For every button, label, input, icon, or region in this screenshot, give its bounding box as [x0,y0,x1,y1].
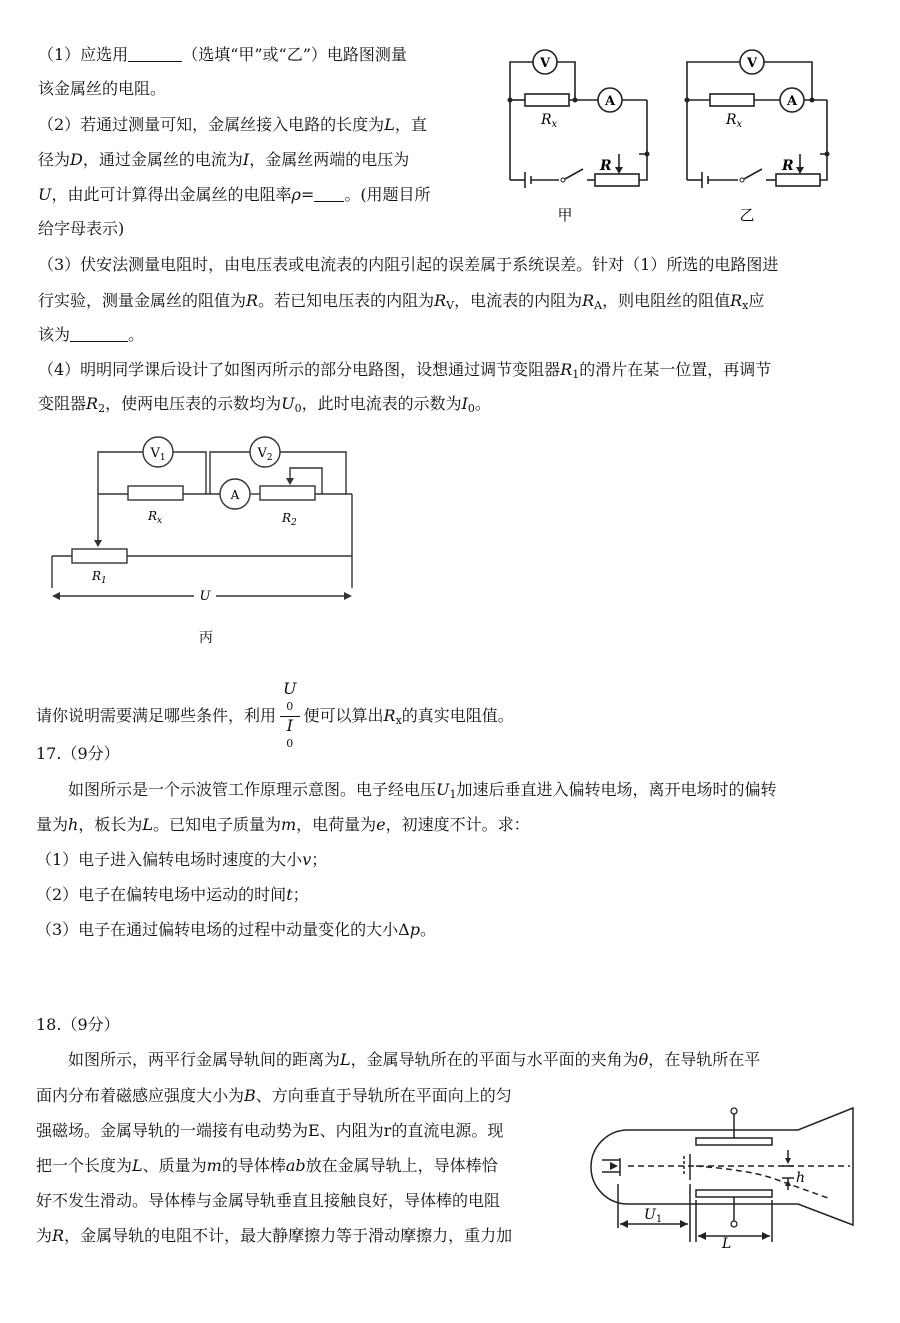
q16-part2-line1: （2）若通过测量可知，金属丝接入电路的长度为L，直 [38,115,427,134]
svg-text:A: A [786,94,798,109]
svg-text:Rx: $R_x$ [726,112,743,130]
q16-part2-line2: 径为D，通过金属丝的电流为I，金属丝两端的电压为 [38,150,410,169]
q16-part2-line3: U，由此可计算得出金属丝的电阻率ρ= 。(用题目所 [38,185,431,204]
figure-caption-bing: 丙 [199,630,213,646]
svg-text:R: R [782,158,794,174]
svg-text:R2: $R_2$ [282,511,297,528]
q18-line2: 面内分布着磁感应强度大小为B、方向垂直于导轨所在平面向上的匀 [36,1086,512,1105]
q16-part4-line2: 变阻器$R_2$，使两电压表的示数均为$U_0$，此时电流表的示数为$I_0$。 [38,394,491,415]
svg-text:A: A [604,94,616,109]
circuit-figure-yi [672,42,852,227]
q16-part1-line1: （1）应选用 （选填“甲”或“乙”）电路图测量 [38,45,407,64]
q17-sub3: （3）电子在通过偏转电场的过程中动量变化的大小Δp。 [36,920,437,939]
q17-line2: 量为h，板长为L。已知电子质量为m，电荷量为e，初速度不计。求： [36,815,530,834]
q18-line4: 把一个长度为L、质量为m的导体棒ab放在金属导轨上，导体棒恰 [36,1156,498,1175]
svg-text:A: A [230,488,240,502]
oscilloscope-tube-figure [588,1100,858,1250]
svg-text:R1: $R_1$ [92,569,107,586]
svg-text:U: U [199,589,211,604]
q16-part2-line4: 给字母表示) [38,219,125,238]
svg-text:V1: $V_1$ [150,446,166,463]
figure-caption-jia: 甲 [557,206,573,224]
svg-text:U1: $U_1$ [644,1207,663,1225]
q16-part1-line2: 该金属丝的电阻。 [38,79,167,98]
q18-heading: 18.（9分） [36,1015,120,1034]
figure-caption-yi: 乙 [739,206,755,224]
svg-text:R: R [600,158,612,174]
answer-blank-3[interactable] [70,325,128,342]
q16-part4-line3: 请你说明需要满足哪些条件，利用 U 0 I 0 便可以算出$R_x$的真实电阻值。 [36,680,514,753]
q16-part3-line2: 行实验，测量金属丝的阻值为R。若已知电压表的内阻为$R_V$，电流表的内阻为$R_A$，则电阻丝的阻值$R_x$应 [38,291,765,312]
q16-part3-line1: （3）伏安法测量电阻时，由电压表或电流表的内阻引起的误差属于系统误差。针对（1）所选的电路图进 [38,255,779,274]
q18-line5: 好不发生滑动。导体棒与金属导轨垂直且接触良好，导体棒的电阻 [36,1191,501,1210]
answer-blank-1[interactable] [128,45,182,62]
fraction-u0-over-i0: U 0 I 0 [280,680,299,753]
svg-text:L: L [722,1236,732,1250]
q18-line3: 强磁场。金属导轨的一端接有电动势为E、内阻为r的直流电源。现 [36,1121,504,1140]
q17-line1: 如图所示是一个示波管工作原理示意图。电子经电压$U_1$加速后垂直进入偏转电场，离开电场时的偏转 [68,780,777,801]
svg-text:V: V [539,56,551,71]
q17-heading: 17.（9分） [36,744,120,763]
svg-text:Rx: $R_x$ [148,509,163,526]
q17-sub1: （1）电子进入偏转电场时速度的大小v； [36,850,328,869]
q18-line1: 如图所示，两平行金属导轨间的距离为L，金属导轨所在的平面与水平面的夹角为θ，在导轨所在平 [68,1050,761,1069]
circuit-figure-bing [40,428,380,658]
circuit-figure-jia [495,42,675,227]
svg-text:h: h [796,1170,806,1186]
q17-sub2: （2）电子在偏转电场中运动的时间t； [36,885,309,904]
q18-line6: 为R，金属导轨的电阻不计，最大静摩擦力等于滑动摩擦力，重力加 [36,1226,513,1245]
svg-text:Rx: $R_x$ [541,112,558,130]
q16-part4-line1: （4）明明同学课后设计了如图丙所示的部分电路图，设想通过调节变阻器$R_1$的滑片在某一位置，再调节 [38,360,772,381]
answer-blank-2[interactable] [314,185,344,202]
svg-text:V: V [746,56,758,71]
svg-text:V2: $V_2$ [257,446,273,463]
q16-part3-line3: 该为 。 [38,325,145,344]
